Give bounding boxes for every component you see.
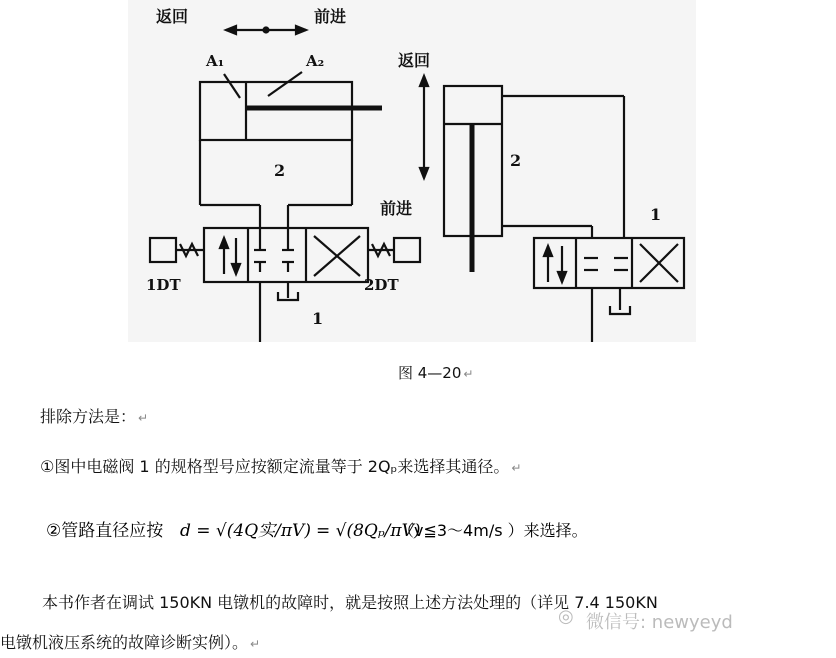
- formula-1: d = √(4Q实/πV): [180, 521, 311, 541]
- formula-svg: [46, 500, 686, 562]
- label-direction-bottom: 前进: [380, 199, 413, 218]
- label-right-line-2: 2: [510, 151, 522, 170]
- label-area-a1: A₁: [206, 52, 225, 70]
- diagram-svg: [128, 0, 696, 342]
- label-area-a2: A₂: [306, 52, 325, 70]
- para-line-2: 电镦机液压系统的故障诊断实例）。 ↵: [0, 633, 261, 652]
- watermark: ◎ 微信号: newyeyd: [558, 606, 733, 633]
- label-line-2: 2: [274, 161, 286, 180]
- label-direction-top: 返回: [398, 51, 431, 70]
- heading-line: 排除方法是： ↵: [40, 407, 149, 426]
- formula-2: = √(8Qₚ/πV): [316, 521, 421, 541]
- right-valve: [534, 238, 684, 288]
- item-1: ①图中电磁阀 1 的规格型号应按额定流量等于 2Qₚ来选择其通径。 ↵: [40, 457, 522, 476]
- figure-caption: 图 4—20 ↵: [398, 364, 474, 382]
- para-line-1: 本书作者在调试 150KN 电镦机的故障时，就是按照上述方法处理的（详见 7.4 150KN: [42, 593, 658, 612]
- label-solenoid-2dt: 2DT: [364, 276, 399, 294]
- item-2-condition: （v≦3～4m/s ）来选择。: [398, 521, 588, 540]
- label-right-valve-1: 1: [650, 205, 662, 224]
- hydraulic-diagram-figure: [128, 0, 696, 342]
- left-valve: [204, 228, 368, 282]
- label-valve-1: 1: [312, 309, 324, 328]
- label-solenoid-1dt: 1DT: [146, 276, 181, 294]
- wechat-icon: ◎: [558, 606, 574, 627]
- label-direction-right: 前进: [314, 7, 347, 26]
- label-direction-left: 返回: [156, 7, 189, 26]
- item-2-prefix: ②管路直径应按: [46, 521, 164, 541]
